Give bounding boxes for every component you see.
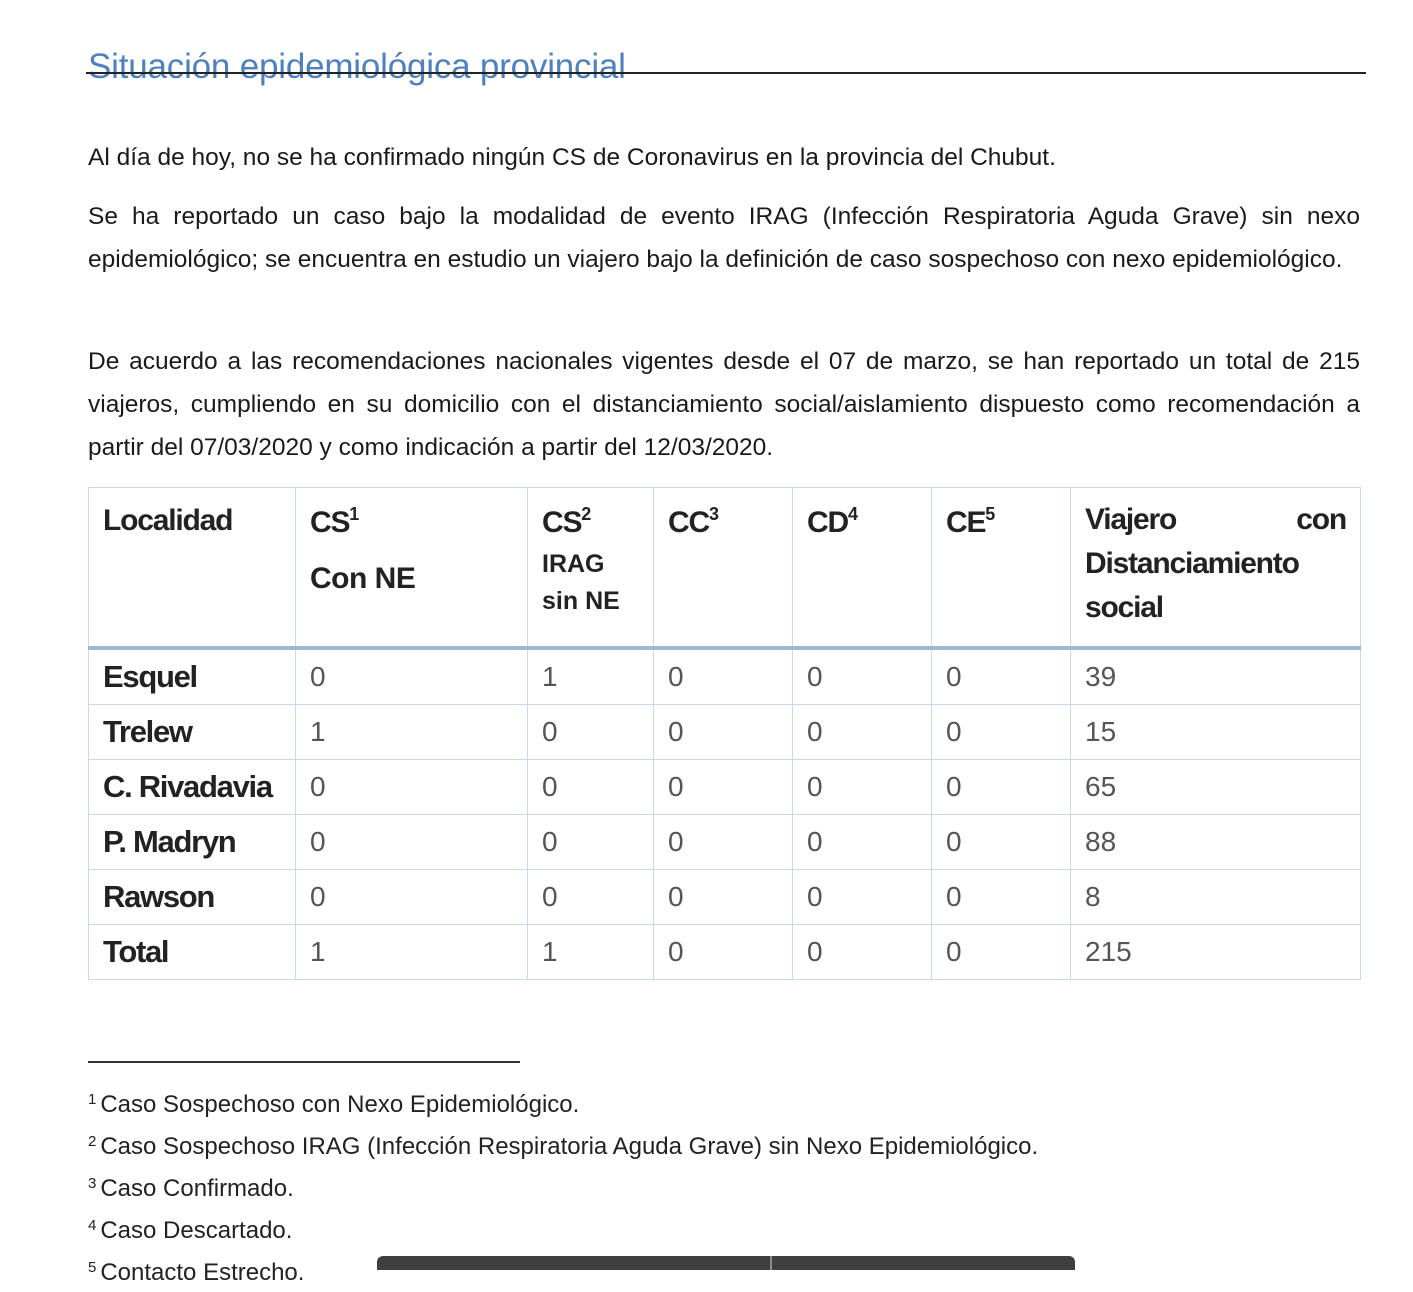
footnote-item xyxy=(88,1207,1038,1249)
cell-viajero: 8 xyxy=(1071,870,1361,925)
header-cs2-sub2: sin NE xyxy=(542,587,620,615)
header-cc-label: CC xyxy=(668,506,709,539)
cases-table xyxy=(88,487,1361,980)
footnote-text: Contacto Estrecho. xyxy=(100,1259,305,1286)
cell-viajero: 215 xyxy=(1071,925,1361,980)
table-row xyxy=(89,925,1361,980)
cell-ce: 0 xyxy=(932,648,1071,705)
cell-localidad: C. Rivadavia xyxy=(89,760,296,815)
cell-cs1: 1 xyxy=(296,925,528,980)
footnote-number: 5 xyxy=(88,1259,97,1276)
cell-localidad: Trelew xyxy=(89,705,296,760)
cell-localidad: Total xyxy=(89,925,296,980)
cell-ce: 0 xyxy=(932,705,1071,760)
paragraph-travelers: De acuerdo a las recomendaciones nacionales vigentes desde el 07 de marzo, se han reportado un total de 215 viajeros, cumpliendo en su domicilio con el distanciamiento social/aislamiento dispuesto como recomendación a partir del 07/03/2020 y como indicación a partir del 12/03/2020. xyxy=(88,348,1360,461)
cell-localidad: Rawson xyxy=(89,870,296,925)
table-row xyxy=(89,870,1361,925)
paragraph-irag-case: Se ha reportado un caso bajo la modalidad de evento IRAG (Infección Respiratoria Aguda Grave) sin nexo epidemiológico; se encuentra en estudio un viajero bajo la definición de caso sospechoso con nexo epidemiológico. xyxy=(88,203,1360,273)
cell-viajero: 15 xyxy=(1071,705,1361,760)
cell-cs2: 1 xyxy=(528,925,654,980)
cell-cc: 0 xyxy=(654,648,793,705)
footnote-number: 2 xyxy=(88,1133,97,1150)
table-row xyxy=(89,648,1361,705)
cell-cs1: 0 xyxy=(296,648,528,705)
cell-cc: 0 xyxy=(654,705,793,760)
footnote-text: Caso Confirmado. xyxy=(100,1175,294,1202)
footnote-text: Caso Sospechoso IRAG (Infección Respiratoria Aguda Grave) sin Nexo Epidemiológico. xyxy=(100,1133,1039,1160)
header-viajero-word2: con xyxy=(1296,503,1346,536)
header-ce xyxy=(932,488,1071,649)
header-cs1-sup: 1 xyxy=(349,504,359,524)
cell-viajero: 88 xyxy=(1071,815,1361,870)
header-cs1-sub: Con NE xyxy=(310,562,416,595)
cell-ce: 0 xyxy=(932,870,1071,925)
cell-cs1: 0 xyxy=(296,815,528,870)
header-cc-sup: 3 xyxy=(708,504,718,524)
header-cd-sup: 4 xyxy=(847,504,857,524)
header-cs2-sub1: IRAG xyxy=(542,550,605,578)
cell-ce: 0 xyxy=(932,760,1071,815)
header-viajero-line3: social xyxy=(1085,591,1163,624)
cell-cd: 0 xyxy=(793,760,932,815)
toolbar-divider xyxy=(770,1256,772,1270)
header-cc xyxy=(654,488,793,649)
table-header-row xyxy=(89,488,1361,649)
cell-cd: 0 xyxy=(793,705,932,760)
footnote-text: Caso Descartado. xyxy=(100,1217,293,1244)
cell-cs2: 0 xyxy=(528,815,654,870)
footnote-item xyxy=(88,1165,1038,1207)
table-row xyxy=(89,705,1361,760)
cell-viajero: 65 xyxy=(1071,760,1361,815)
cell-localidad: Esquel xyxy=(89,648,296,705)
cell-ce: 0 xyxy=(932,815,1071,870)
cell-cs2: 0 xyxy=(528,870,654,925)
table-row xyxy=(89,760,1361,815)
viewer-toolbar[interactable] xyxy=(377,1256,1075,1270)
cell-cs2: 0 xyxy=(528,705,654,760)
header-viajero-line2: Distanciamiento xyxy=(1085,547,1299,580)
cell-ce: 0 xyxy=(932,925,1071,980)
footnote-number: 4 xyxy=(88,1217,97,1234)
cell-cd: 0 xyxy=(793,870,932,925)
table-row xyxy=(89,815,1361,870)
cell-viajero: 39 xyxy=(1071,648,1361,705)
header-localidad: Localidad xyxy=(89,488,296,649)
header-cs2-sup: 2 xyxy=(581,504,591,524)
header-ce-sup: 5 xyxy=(985,504,995,524)
header-cs1-label: CS xyxy=(310,506,350,539)
header-cd xyxy=(793,488,932,649)
header-ce-label: CE xyxy=(946,506,986,539)
title-underline xyxy=(86,72,1366,74)
header-cd-label: CD xyxy=(807,506,848,539)
cell-cc: 0 xyxy=(654,760,793,815)
paragraph-status: Al día de hoy, no se ha confirmado ningún CS de Coronavirus en la provincia del Chubut. xyxy=(88,144,1056,171)
footnote-item xyxy=(88,1123,1038,1165)
footnote-number: 1 xyxy=(88,1091,97,1108)
footnote-separator xyxy=(88,1061,520,1063)
cell-cd: 0 xyxy=(793,815,932,870)
header-cs2-label: CS xyxy=(542,506,582,539)
section-title: Situación epidemiológica provincial xyxy=(88,47,626,87)
cell-cd: 0 xyxy=(793,925,932,980)
cell-cs1: 0 xyxy=(296,870,528,925)
cell-cc: 0 xyxy=(654,870,793,925)
header-viajero xyxy=(1071,488,1361,649)
cell-cd: 0 xyxy=(793,648,932,705)
footnote-text: Caso Sospechoso con Nexo Epidemiológico. xyxy=(100,1091,580,1118)
cell-cc: 0 xyxy=(654,925,793,980)
cell-localidad: P. Madryn xyxy=(89,815,296,870)
cell-cc: 0 xyxy=(654,815,793,870)
cell-cs2: 1 xyxy=(528,648,654,705)
header-cs1 xyxy=(296,488,528,649)
cell-cs1: 0 xyxy=(296,760,528,815)
cell-cs1: 1 xyxy=(296,705,528,760)
footnote-number: 3 xyxy=(88,1175,97,1192)
cell-cs2: 0 xyxy=(528,760,654,815)
footnote-item xyxy=(88,1081,1038,1123)
header-viajero-word1: Viajero xyxy=(1085,503,1177,536)
header-cs2 xyxy=(528,488,654,649)
